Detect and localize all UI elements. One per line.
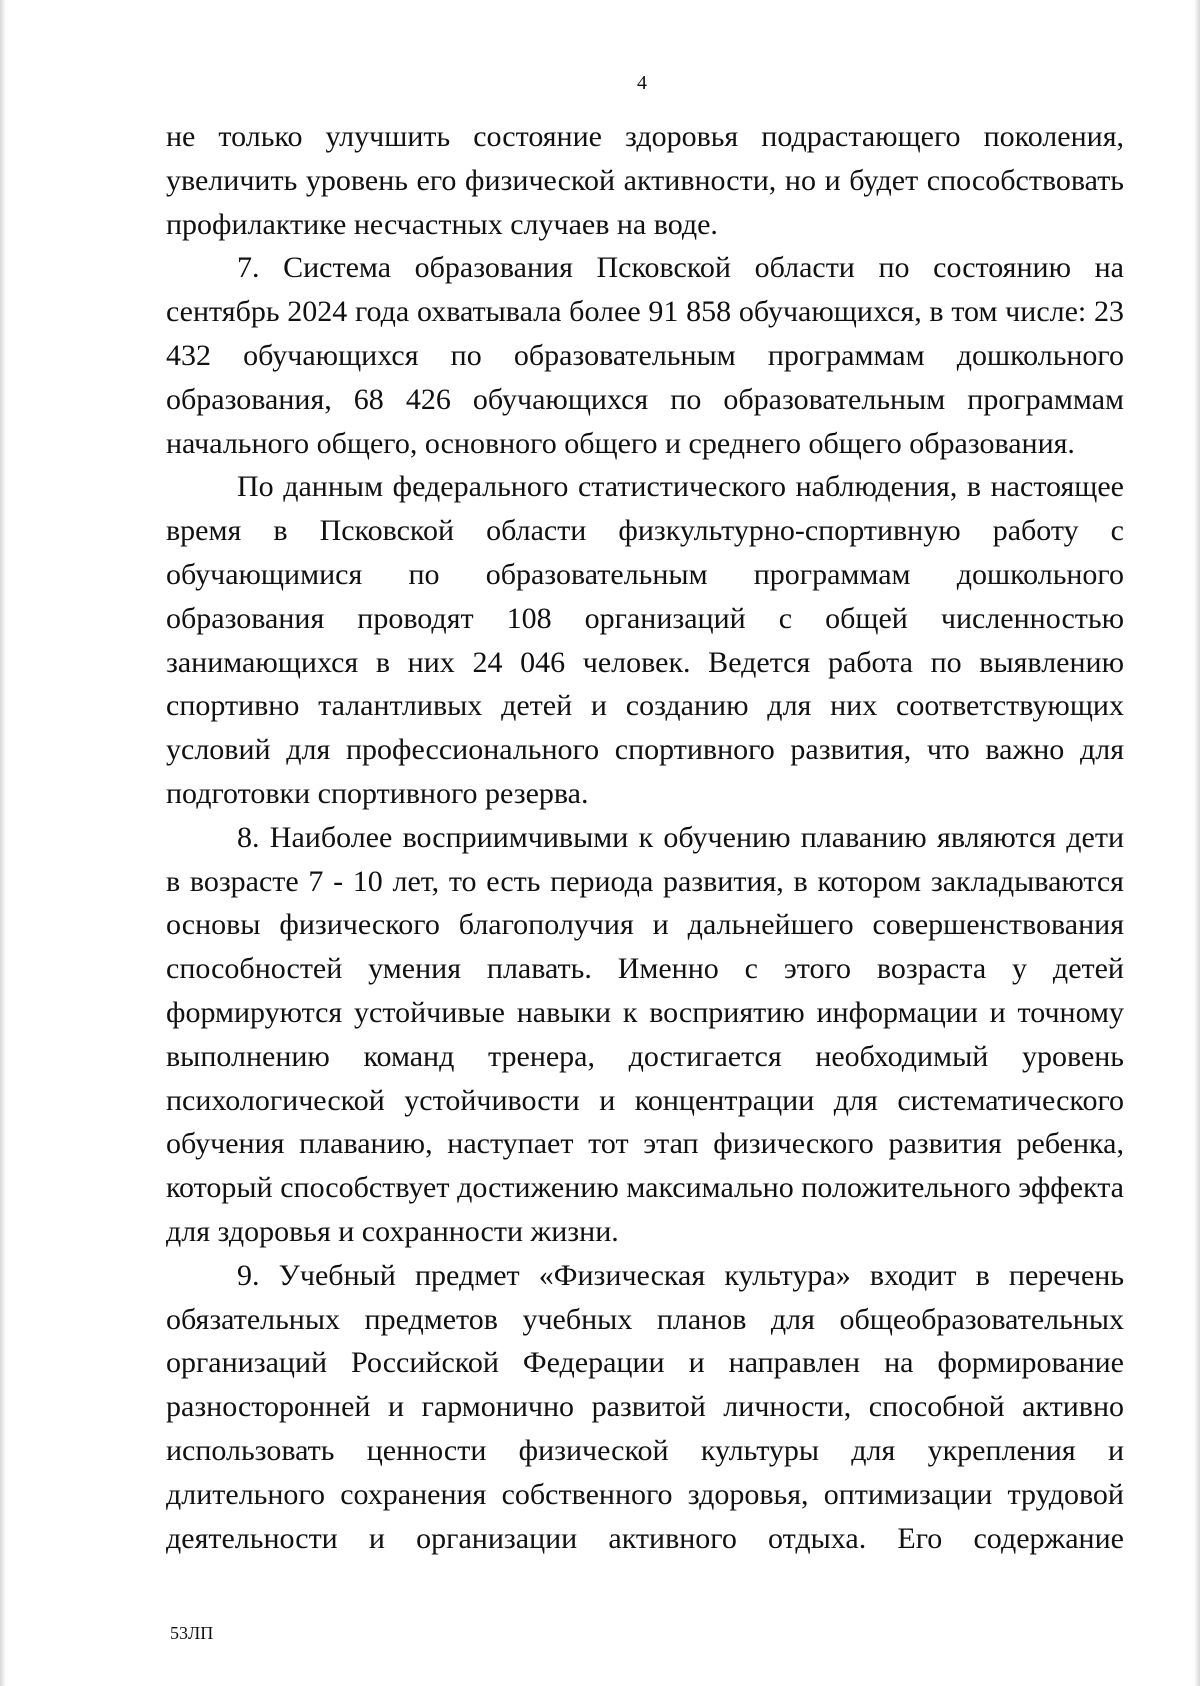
paragraph-item-7: 7. Система образования Псковской области по состоянию на сентябрь 2024 года охватывала более 91 858 обучающихся, в том числе: 23 432 обучающихся по образовательным программам дошкольного образования, 68 426 обучающихся по образовательным программам начального общего, основного общего и среднего общего образования. (166, 251, 1124, 460)
paragraph-item-8: 8. Наиболее восприимчивыми к обучению плаванию являются дети в возрасте 7 - 10 лет, то есть периода развития, в котором закладываются основы физического благополучия и дальнейшего совершенствования способностей умения плавать. Именно с этого возраста у детей формируются устойчивые навыки к восприятию информации и точному выполнению команд тренера, достигается необходимый уровень психологической устойчивости и концентрации для систематического обучения плаванию, наступает тот этап физического развития ребенка, который способствует достижению максимально положительного эффекта для здоровья и сохранности жизни. (166, 820, 1124, 1248)
paragraph-continuation: не только улучшить состояние здоровья подрастающего поколения, увеличить уровень его физической активности, но и будет способствовать профилактике несчастных случаев на воде. (166, 120, 1124, 241)
paragraph-item-9: 9. Учебный предмет «Физическая культура» входит в перечень обязательных предметов учебных планов для общеобразовательных организаций Российской Федерации и направлен на формирование разносторонней и гармонично развитой личности, способной активно использовать ценности физической культуры для укрепления и длительного сохранения собственного здоровья, оптимизации трудовой деятельности и организации активного отдыха. Его содержание (166, 1258, 1124, 1555)
paragraph-statistics: По данным федерального статистического наблюдения, в настоящее время в Псковской области физкультурно-спортивную работу с обучающимися по образовательным программам дошкольного образования проводят 108 организаций с общей численностью занимающихся в них 24 046 человек. Ведется работа по выявлению спортивно талантливых детей и созданию для них соответствующих условий для профессионального спортивного развития, что важно для подготовки спортивного резерва. (166, 470, 1124, 810)
scan-edge-left (0, 0, 6, 1686)
document-body (166, 115, 1124, 1560)
page-number: 4 (637, 72, 647, 94)
footer-document-code: 53ЛП (170, 1623, 214, 1643)
scan-edge-right (1194, 0, 1200, 1686)
